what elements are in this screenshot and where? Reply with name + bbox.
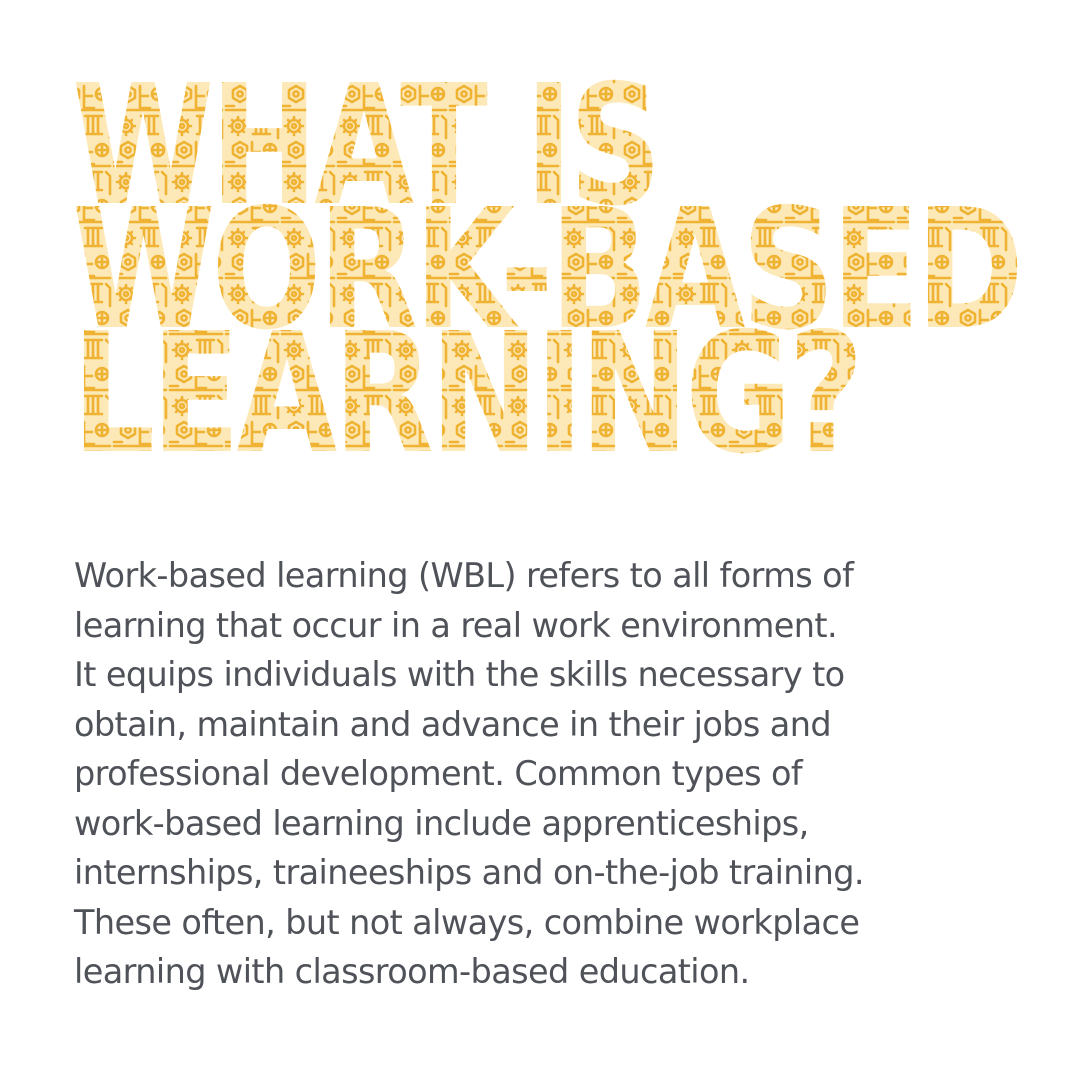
body-line-7: internships, traineeships and on-the-job training.	[74, 853, 864, 892]
body-line-2: learning that occur in a real work environment.	[74, 605, 837, 645]
headline-line-3: LEARNING?	[72, 298, 860, 480]
headline-line-1: WHAT IS	[72, 50, 658, 243]
body-line-9: learning with classroom-based education.	[74, 952, 750, 991]
body-line-8: These often, but not always, combine workplace	[74, 902, 860, 942]
body-line-4: obtain, maintain and advance in their jobs and	[74, 704, 832, 744]
headline-line-2: WORK-BASED	[72, 174, 1021, 367]
body-line-3: It equips individuals with the skills necessary to	[74, 655, 845, 694]
body-paragraph	[74, 551, 954, 997]
body-line-1: Work-based learning (WBL) refers to all forms of	[74, 556, 854, 595]
body-line-5: professional development. Common types of	[74, 754, 803, 793]
headline	[0, 0, 1080, 480]
body-line-6: work-based learning include apprenticeships,	[74, 803, 809, 843]
